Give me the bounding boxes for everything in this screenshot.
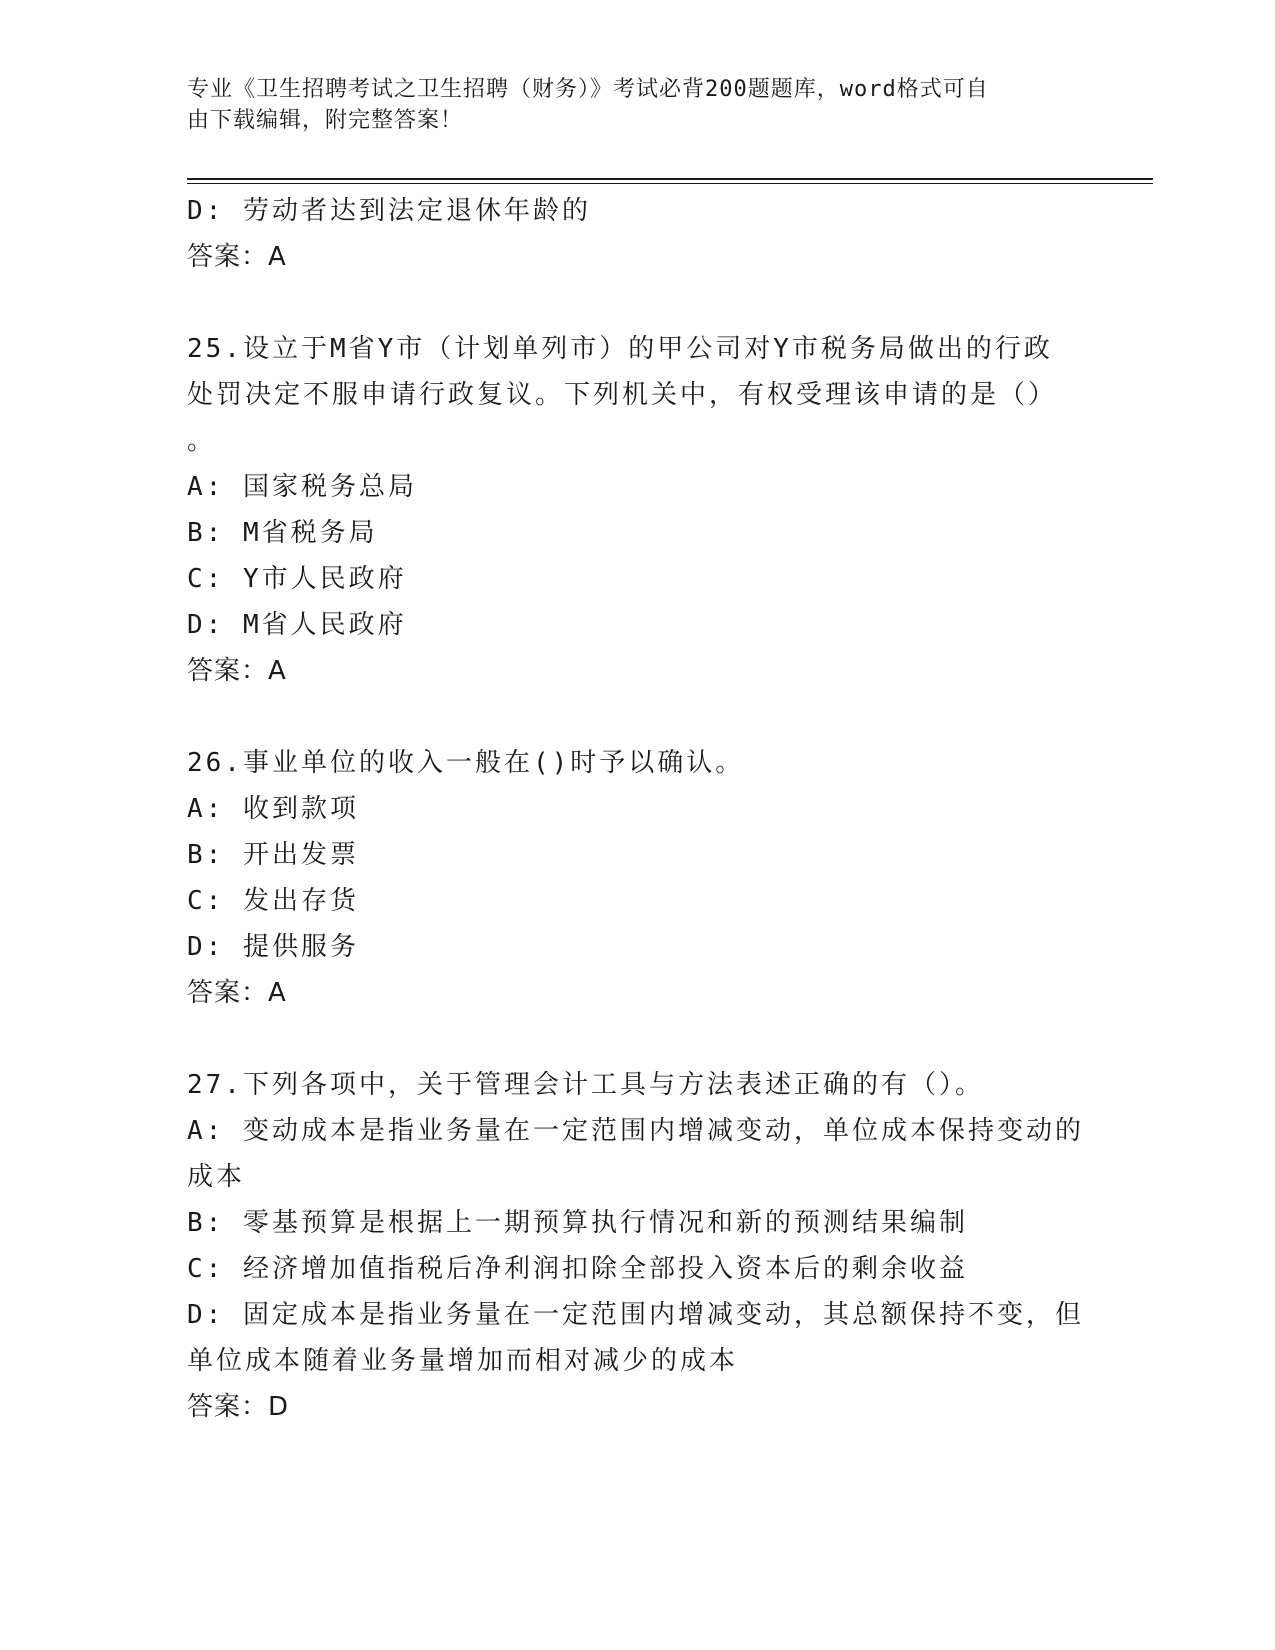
question-text-line: 。 — [187, 426, 217, 456]
option-d: D: M省人民政府 — [187, 610, 407, 640]
option-d-continued: 单位成本随着业务量增加而相对减少的成本 — [187, 1346, 739, 1376]
option-c: C: 发出存货 — [187, 886, 359, 916]
question-26 — [187, 740, 1087, 1016]
option-a: A: 国家税务总局 — [187, 472, 417, 502]
question-text-line: 26.事业单位的收入一般在()时予以确认。 — [187, 748, 745, 778]
option-a: A: 收到款项 — [187, 794, 359, 824]
spacer — [187, 280, 1087, 326]
question-text-line: 27.下列各项中，关于管理会计工具与方法表述正确的有（）。 — [187, 1070, 984, 1100]
option-a: A: 变动成本是指业务量在一定范围内增减变动，单位成本保持变动的 — [187, 1116, 1084, 1146]
header-rule-thin — [187, 183, 1153, 184]
previous-question-tail — [187, 188, 1087, 280]
document-header — [187, 74, 1067, 136]
option-d: D: 固定成本是指业务量在一定范围内增减变动，其总额保持不变，但 — [187, 1300, 1084, 1330]
answer: 答案：D — [187, 1392, 290, 1422]
option-b: B: 开出发票 — [187, 840, 359, 870]
header-line-2: 由下载编辑，附完整答案！ — [187, 108, 464, 133]
option-b: B: M省税务局 — [187, 518, 378, 548]
option-d: D: 劳动者达到法定退休年龄的 — [187, 196, 591, 226]
header-line-1: 专业《卫生招聘考试之卫生招聘（财务）》考试必背200题题库，word格式可自 — [187, 77, 989, 102]
answer: 答案：A — [187, 978, 287, 1008]
header-rule-thick — [187, 178, 1153, 180]
spacer — [187, 694, 1087, 740]
question-text-line: 25.设立于M省Y市（计划单列市）的甲公司对Y市税务局做出的行政 — [187, 334, 1053, 364]
question-27 — [187, 1062, 1087, 1430]
option-b: B: 零基预算是根据上一期预算执行情况和新的预测结果编制 — [187, 1208, 968, 1238]
document-body — [187, 188, 1087, 1430]
answer: 答案：A — [187, 656, 287, 686]
option-c: C: Y市人民政府 — [187, 564, 407, 594]
option-d: D: 提供服务 — [187, 932, 359, 962]
answer: 答案：A — [187, 242, 287, 272]
option-a-continued: 成本 — [187, 1162, 246, 1192]
question-25 — [187, 326, 1087, 694]
option-c: C: 经济增加值指税后净利润扣除全部投入资本后的剩余收益 — [187, 1254, 968, 1284]
question-text-line: 处罚决定不服申请行政复议。下列机关中，有权受理该申请的是（） — [187, 380, 1058, 410]
spacer — [187, 1016, 1087, 1062]
